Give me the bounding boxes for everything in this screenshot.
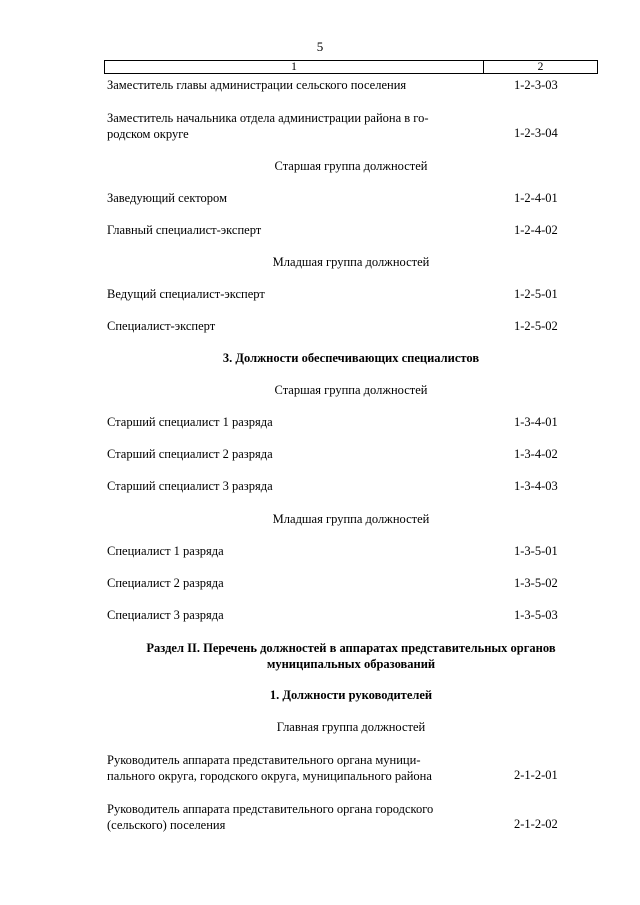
position-code: 2-1-2-02	[514, 817, 558, 831]
position-name: Старший специалист 2 разряда	[107, 447, 273, 461]
header-col-2: 2	[537, 61, 544, 73]
table-row	[107, 576, 597, 591]
position-code: 1-3-4-03	[514, 479, 558, 493]
table-row	[107, 191, 597, 206]
position-name-line-2: пального округа, городского округа, муниципального района	[107, 769, 432, 783]
position-code: 2-1-2-01	[514, 768, 558, 782]
table-row	[107, 544, 597, 559]
position-name: Главный специалист-эксперт	[107, 223, 262, 237]
position-code: 1-2-4-01	[514, 191, 558, 205]
section-heading: 1. Должности руководителей	[269, 688, 433, 702]
group-heading: Главная группа должностей	[276, 720, 426, 734]
part-heading	[104, 640, 598, 672]
part-heading-line-2: муниципальных образований	[266, 657, 436, 671]
position-code: 1-3-5-03	[514, 608, 558, 622]
position-name: Специалист-эксперт	[107, 319, 216, 333]
table-row	[107, 801, 597, 833]
table-row	[107, 752, 597, 784]
position-name	[107, 110, 485, 142]
group-heading: Старшая группа должностей	[274, 383, 428, 397]
position-name: Старший специалист 1 разряда	[107, 415, 273, 429]
position-code: 1-3-4-02	[514, 447, 558, 461]
table-row	[107, 479, 597, 494]
position-name-line-2: (сельского) поселения	[107, 818, 226, 832]
position-name	[107, 752, 485, 784]
position-name: Специалист 2 разряда	[107, 576, 224, 590]
position-code: 1-2-3-03	[514, 78, 558, 92]
position-code: 1-2-5-01	[514, 287, 558, 301]
page-number: 5	[316, 39, 324, 54]
position-code: 1-3-4-01	[514, 415, 558, 429]
section-heading: 3. Должности обеспечивающих специалистов	[222, 351, 480, 365]
table-row	[107, 608, 597, 623]
table-row	[107, 223, 597, 238]
position-code: 1-2-3-04	[514, 126, 558, 140]
position-name-line-1: Руководитель аппарата представительного органа муници-	[107, 753, 421, 767]
position-name: Ведущий специалист-эксперт	[107, 287, 265, 301]
group-heading: Старшая группа должностей	[274, 159, 428, 173]
table-header	[104, 60, 598, 74]
position-code: 1-2-4-02	[514, 223, 558, 237]
position-code: 1-3-5-01	[514, 544, 558, 558]
position-code: 1-2-5-02	[514, 319, 558, 333]
table-row	[107, 447, 597, 462]
table-row	[107, 78, 597, 93]
table-row	[107, 415, 597, 430]
table-row	[107, 110, 597, 142]
table-row	[107, 287, 597, 302]
position-name-line-1: Заместитель начальника отдела администрации района в го-	[107, 111, 429, 125]
part-heading-line-1: Раздел II. Перечень должностей в аппаратах представительных органов	[146, 641, 556, 655]
position-name: Специалист 1 разряда	[107, 544, 224, 558]
position-code: 1-3-5-02	[514, 576, 558, 590]
group-heading: Младшая группа должностей	[272, 255, 430, 269]
position-name: Старший специалист 3 разряда	[107, 479, 273, 493]
position-name-line-2: родском округе	[107, 127, 189, 141]
position-name-line-1: Руководитель аппарата представительного органа городского	[107, 802, 434, 816]
table-row	[107, 319, 597, 334]
position-name: Заместитель главы администрации сельского поселения	[107, 78, 407, 92]
position-name: Специалист 3 разряда	[107, 608, 224, 622]
header-col-1: 1	[105, 61, 484, 73]
group-heading: Младшая группа должностей	[272, 512, 430, 526]
position-name	[107, 801, 485, 833]
position-name: Заведующий сектором	[107, 191, 227, 205]
